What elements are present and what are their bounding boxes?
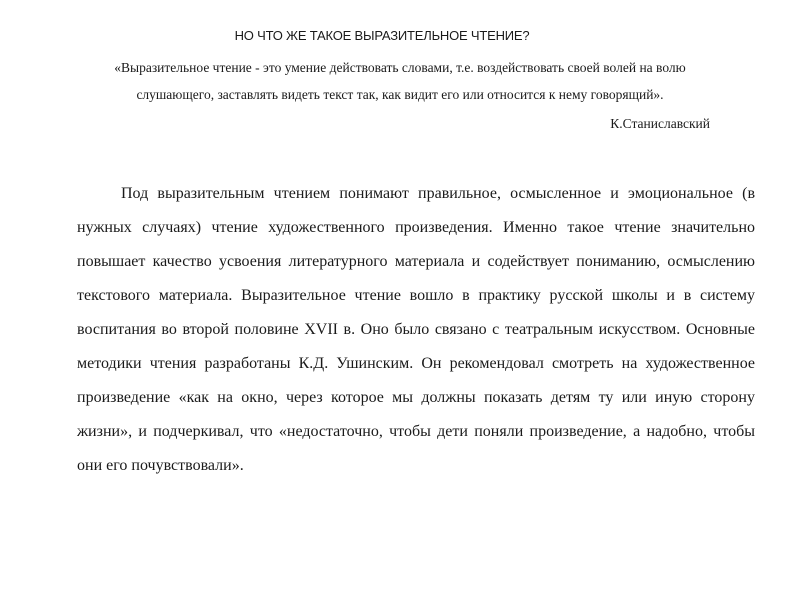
quote-author: К.Станиславский — [610, 116, 710, 131]
quote-line-2: слушающего, заставлять видеть текст так, как видит его или относится к нему говорящий». — [136, 87, 664, 102]
epigraph-quote — [20, 54, 780, 108]
page-heading: НО ЧТО ЖЕ ТАКОЕ ВЫРАЗИТЕЛЬНОЕ ЧТЕНИЕ? — [234, 28, 530, 43]
body-paragraph: Под выразительным чтением понимают правильное, осмысленное и эмоциональное (в нужных случаях) чтение художественного произведения. Именно такое чтение значительно повышает качество усвоения литературного материала и содействует пониманию, осмыслению текстового материала. Выразительное чтение вошло в практику русской школы и в систему воспитания во второй половине XVII в. Оно было связано с театральным искусством. Основные методики чтения разработаны К.Д. Ушинским. Он рекомендовал смотреть на художественное произведение «как на окно, через которое мы должны показать детям ту или иную сторону жизни», и подчеркивал, что «недостаточно, чтобы дети поняли произведение, а надобно, чтобы они его почувствовали». — [77, 185, 755, 474]
quote-line-1: «Выразительное чтение - это умение действовать словами, т.е. воздействовать своей волей на волю — [114, 60, 686, 75]
